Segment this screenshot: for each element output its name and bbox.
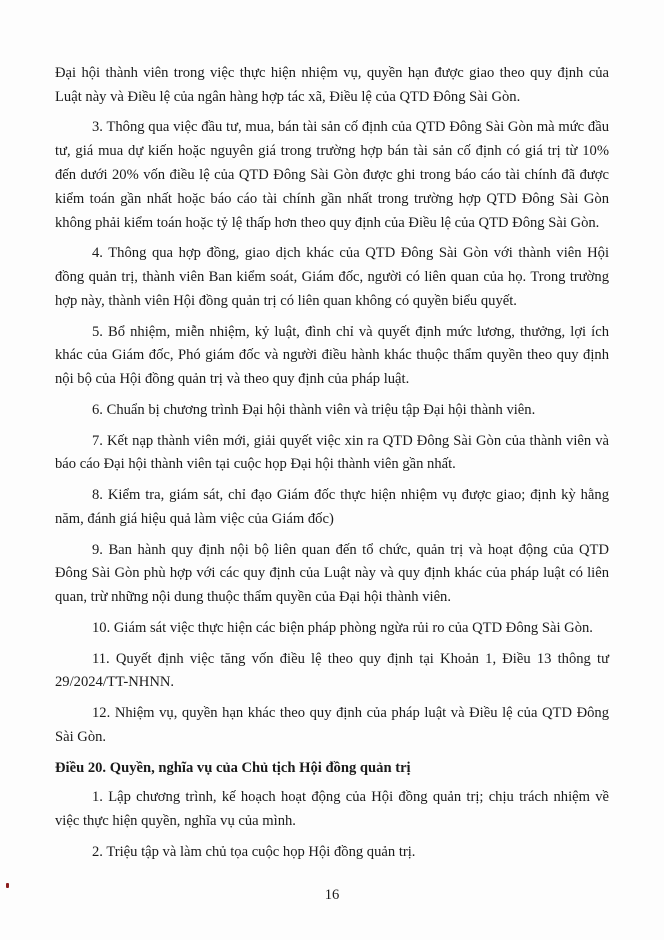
paragraph-continuation: Đại hội thành viên trong việc thực hiện nhiệm vụ, quyền hạn được giao theo quy định của Luật này và Điều lệ của ngân hàng hợp tác xã, Điều lệ của QTD Đông Sài Gòn.: [55, 65, 609, 105]
paragraph-item-4: 4. Thông qua hợp đồng, giao dịch khác của QTD Đông Sài Gòn với thành viên Hội đồng quản trị, thành viên Ban kiểm soát, Giám đốc, người có liên quan của họ. Trong trường hợp này, thành viên Hội đồng quản trị có liên quan không có quyền biểu quyết.: [55, 245, 609, 309]
page-body: [55, 62, 609, 871]
paragraph-item-5: 5. Bổ nhiệm, miễn nhiệm, kỷ luật, đình chỉ và quyết định mức lương, thưởng, lợi ích khác của Giám đốc, Phó giám đốc và người điều hành khác thuộc thẩm quyền theo quy định nội bộ của Hội đồng quản trị và theo quy định của pháp luật.: [55, 323, 609, 388]
paragraph-item-12: 12. Nhiệm vụ, quyền hạn khác theo quy định của pháp luật và Điều lệ của QTD Đông Sài Gòn.: [55, 705, 609, 745]
paragraph-item-6: 6. Chuẩn bị chương trình Đại hội thành viên và triệu tập Đại hội thành viên.: [92, 401, 536, 418]
article-paragraph-2: 2. Triệu tập và làm chủ tọa cuộc họp Hội đồng quản trị.: [92, 843, 416, 860]
paragraph-item-7: 7. Kết nạp thành viên mới, giải quyết việc xin ra QTD Đông Sài Gòn của thành viên và báo cáo Đại hội thành viên tại cuộc họp Đại hội thành viên gần nhất.: [55, 432, 609, 473]
page-number: 16: [324, 887, 340, 903]
article-heading: Điều 20. Quyền, nghĩa vụ của Chủ tịch Hội đồng quản trị: [55, 759, 411, 776]
paragraph-item-3: 3. Thông qua việc đầu tư, mua, bán tài sản cố định của QTD Đông Sài Gòn mà mức đầu tư, giá mua dự kiến hoặc nguyên giá trong trường hợp bán tài sản cố định có giá trị từ 10% đến dưới 20% vốn điều lệ của QTD Đông Sài Gòn được ghi trong báo cáo tài chính đã được kiểm toán gần nhất hoặc báo cáo tài chính gần nhất trong trường hợp QTD Đông Sài Gòn không phải kiểm toán hoặc tỷ lệ thấp hơn theo quy định của Điều lệ của QTD Đông Sài Gòn.: [55, 119, 609, 231]
paragraph-item-8: 8. Kiểm tra, giám sát, chỉ đạo Giám đốc thực hiện nhiệm vụ được giao; định kỳ hằng năm, đánh giá hiệu quả làm việc của Giám đốc): [55, 487, 609, 527]
paragraph-item-10: 10. Giám sát việc thực hiện các biện pháp phòng ngừa rủi ro của QTD Đông Sài Gòn.: [92, 619, 593, 636]
paragraph-item-9: 9. Ban hành quy định nội bộ liên quan đến tổ chức, quản trị và hoạt động của QTD Đông Sài Gòn phù hợp với các quy định của Luật này và quy định khác của pháp luật có liên quan, trừ những nội dung thuộc thẩm quyền của Đại hội thành viên.: [55, 541, 609, 606]
paragraph-item-11: 11. Quyết định việc tăng vốn điều lệ theo quy định tại Khoản 1, Điều 13 thông tư 29/2024/TT-NHNN.: [55, 650, 609, 691]
article-paragraph-1: 1. Lập chương trình, kế hoạch hoạt động của Hội đồng quản trị; chịu trách nhiệm về việc thực hiện quyền, nghĩa vụ của mình.: [55, 789, 609, 830]
